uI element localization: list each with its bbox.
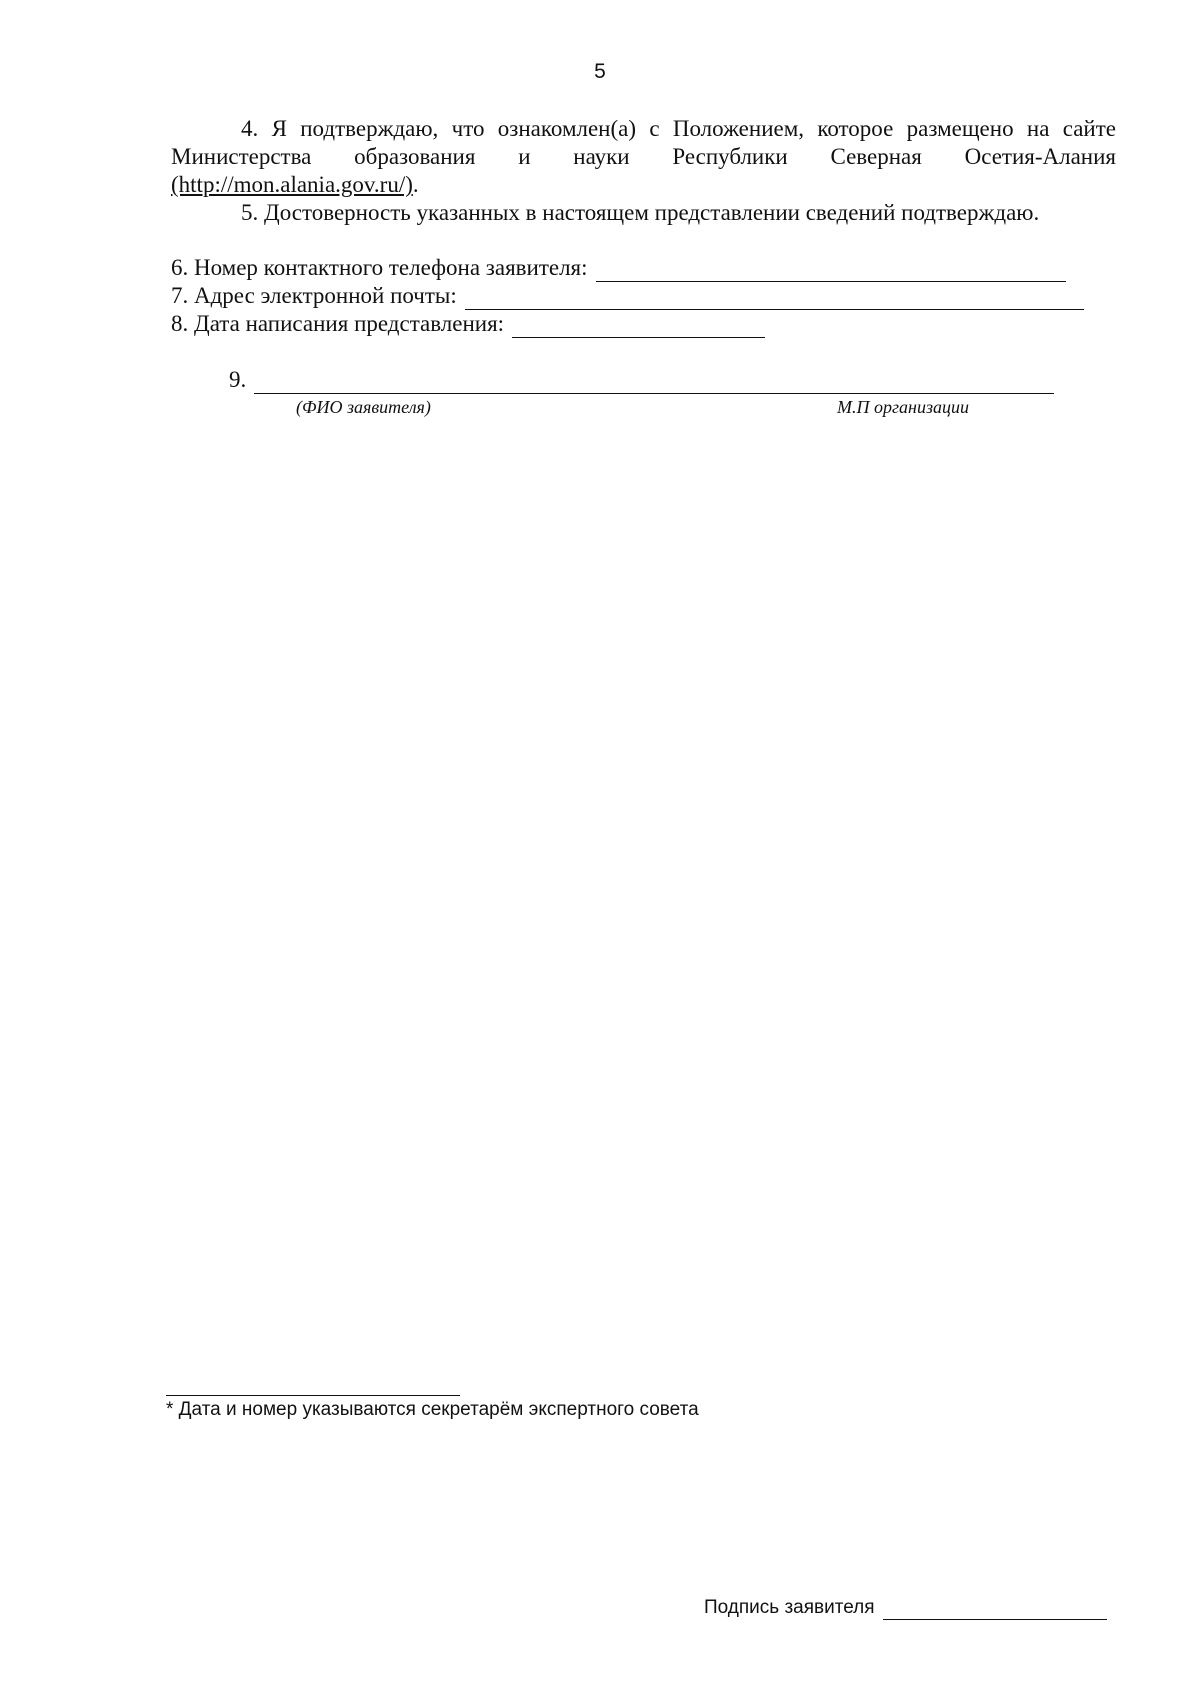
email-label: 7. Адрес электронной почты: <box>171 283 457 308</box>
ministry-website-link[interactable]: (http://mon.alania.gov.ru/) <box>171 172 413 197</box>
date-field-row <box>171 310 765 338</box>
paragraph-5: 5. Достоверность указанных в настоящем представлении сведений подтверждаю. <box>241 200 1040 225</box>
signature-row <box>704 1596 1107 1620</box>
paragraph-4 <box>171 115 1116 199</box>
item-9-label: 9. <box>229 367 247 392</box>
phone-field-row <box>171 254 1066 282</box>
signature-blank-line[interactable] <box>883 1601 1107 1620</box>
page-number: 5 <box>594 60 606 83</box>
applicant-name-row <box>229 366 1054 394</box>
date-label: 8. Дата написания представления: <box>171 311 505 336</box>
email-field-row <box>171 282 1084 310</box>
signature-label: Подпись заявителя <box>704 1597 875 1618</box>
applicant-name-blank-line[interactable] <box>254 373 1054 394</box>
phone-label: 6. Номер контактного телефона заявителя: <box>171 255 588 280</box>
paragraph-4-text: 4. Я подтверждаю, что ознакомлен(а) с Положением, которое размещено на сайте Министерства образования и науки Республики Северная Осетия-Алания <box>171 116 1116 169</box>
applicant-name-caption: (ФИО заявителя) <box>296 397 431 417</box>
footnote: * Дата и номер указываются секретарём экспертного совета <box>166 1399 699 1420</box>
footnote-divider <box>166 1395 460 1396</box>
date-blank-line[interactable] <box>512 317 765 338</box>
email-blank-line[interactable] <box>465 289 1084 310</box>
phone-blank-line[interactable] <box>596 261 1066 282</box>
paragraph-4-end: . <box>412 172 419 197</box>
organization-stamp-caption: М.П организации <box>837 397 969 417</box>
